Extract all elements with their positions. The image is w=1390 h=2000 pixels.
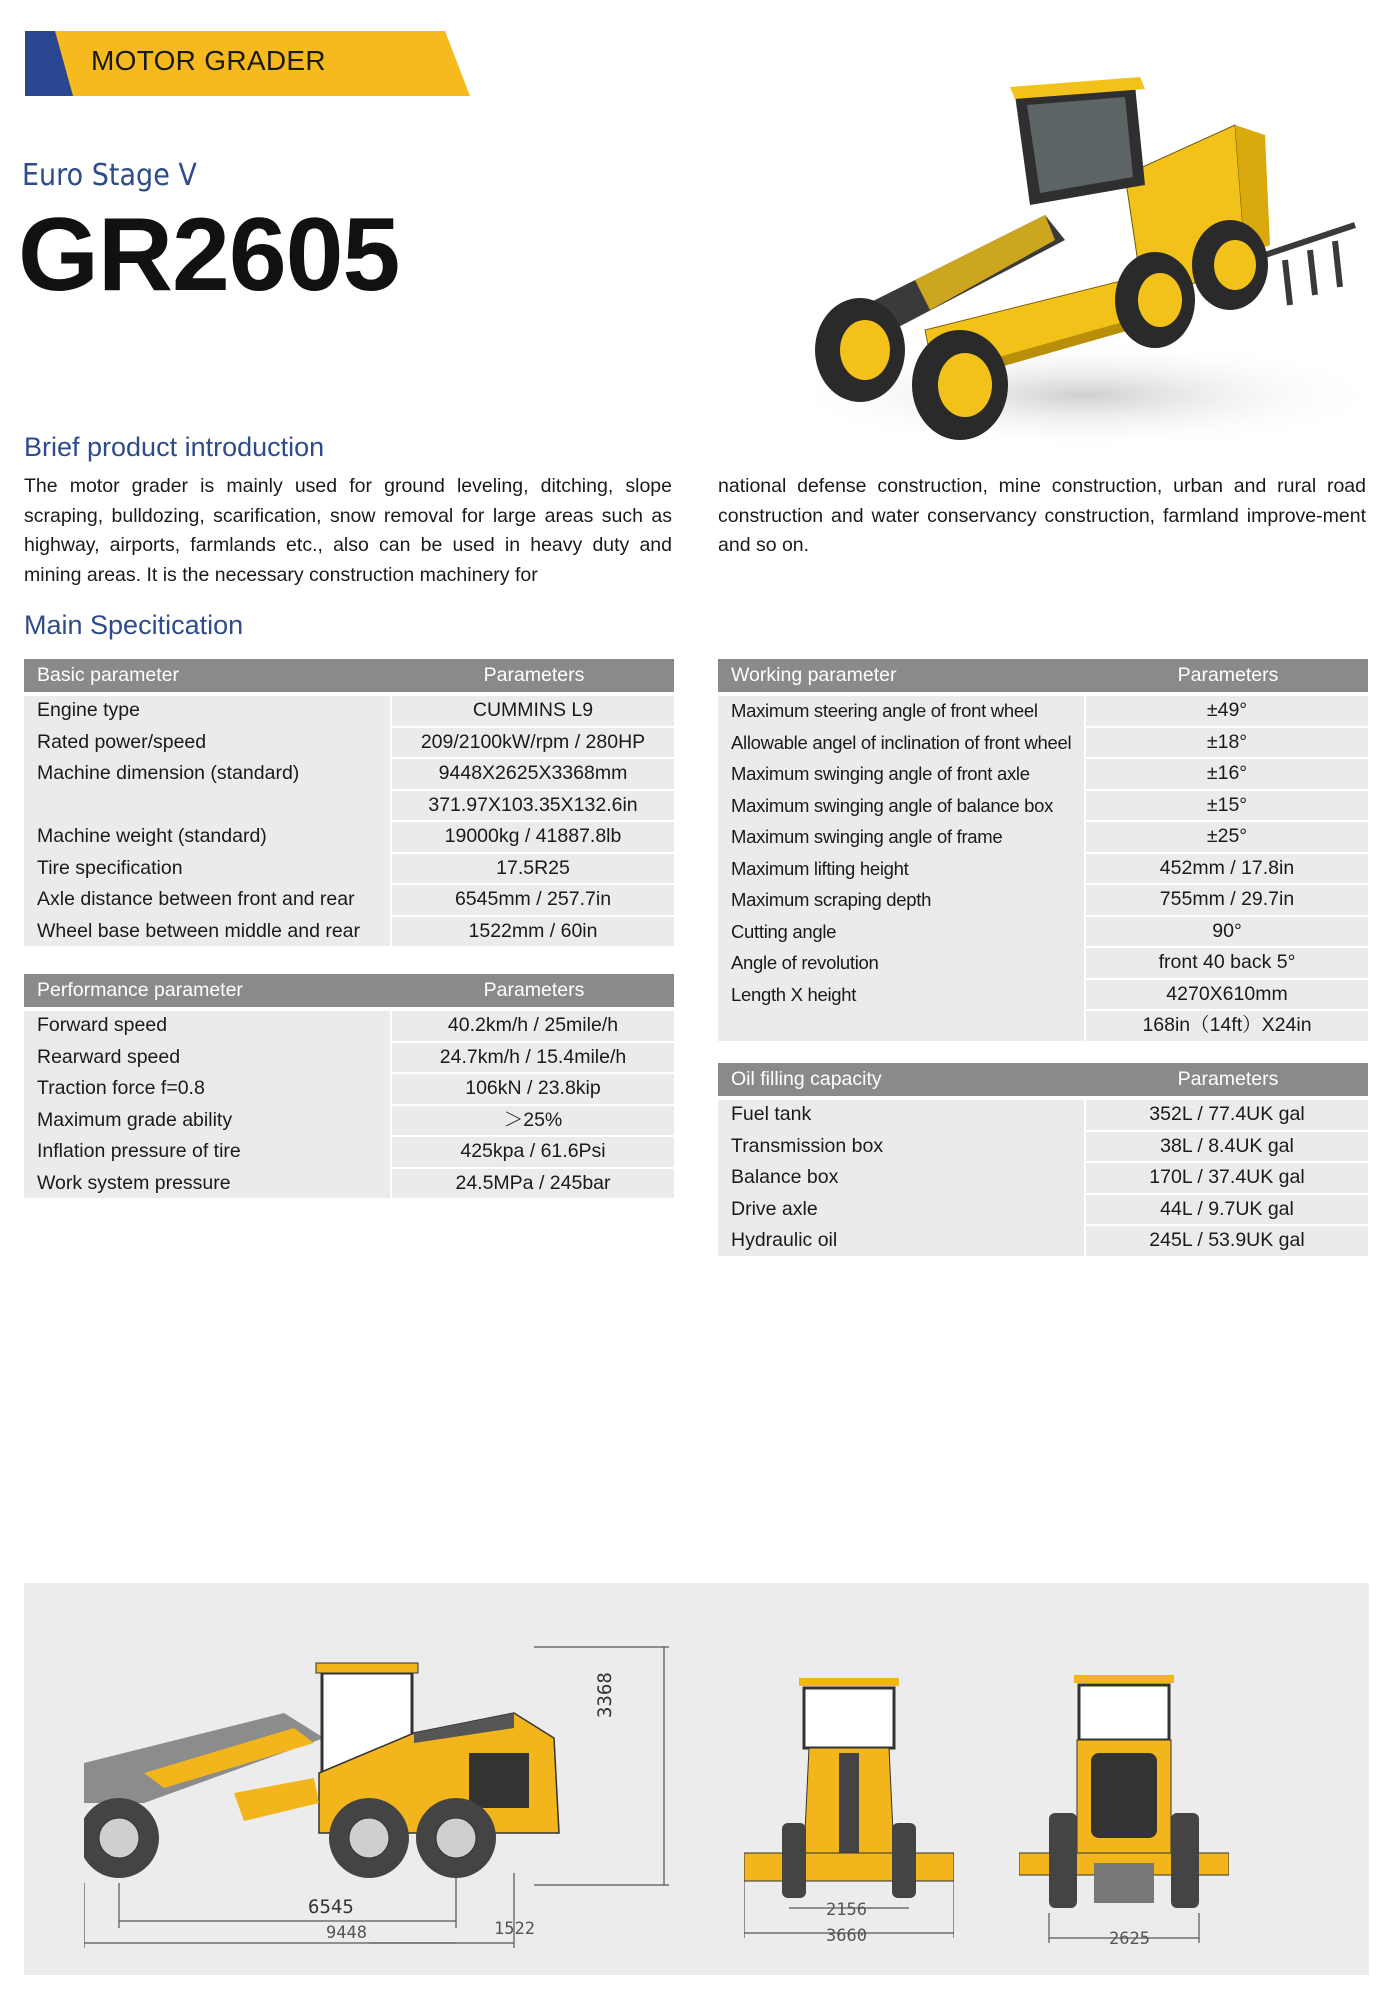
param-name: Maximum steering angle of front wheel xyxy=(718,696,1086,728)
table-body xyxy=(24,1011,674,1198)
param-name: Maximum lifting height xyxy=(718,854,1086,886)
table-row xyxy=(718,759,1368,791)
param-values xyxy=(1086,696,1368,728)
header-value: Parameters xyxy=(483,979,585,1001)
param-name: Drive axle xyxy=(718,1195,1086,1227)
intro-text-left: The motor grader is mainly used for ground leveling, ditching, slope scraping, bulldozing, scarification, snow removal for large areas such as highway, airports, farmlands etc., also can be used in heavy duty and mining areas. It is the necessary construction machinery for xyxy=(24,475,672,586)
param-values xyxy=(1086,822,1368,854)
param-value: 1522mm / 60in xyxy=(468,919,598,942)
param-name: Wheel base between middle and rear xyxy=(24,917,392,947)
table-header xyxy=(718,1063,1368,1096)
table-row xyxy=(24,759,674,822)
header-value: Parameters xyxy=(483,664,585,686)
param-value: 4270X610mm xyxy=(1086,980,1368,1012)
param-values xyxy=(1086,1132,1368,1164)
param-values xyxy=(392,1043,674,1075)
main-specification-title: Main Specitication xyxy=(24,610,244,640)
param-value: 245L / 53.9UK gal xyxy=(1149,1229,1305,1251)
param-value: 17.5R25 xyxy=(392,854,674,886)
param-values xyxy=(392,728,674,760)
param-values xyxy=(1086,885,1368,917)
table-body xyxy=(718,1100,1368,1256)
param-name: Work system pressure xyxy=(24,1169,392,1199)
param-values xyxy=(1086,948,1368,980)
param-values xyxy=(392,1137,674,1169)
header-label: Oil filling capacity xyxy=(731,1068,882,1090)
table-row xyxy=(718,1195,1368,1227)
table-row xyxy=(24,1043,674,1075)
param-name: Cutting angle xyxy=(718,917,1086,949)
param-values xyxy=(1086,980,1368,1041)
dim-front-track: 2156 xyxy=(826,1900,867,1920)
param-values xyxy=(1086,759,1368,791)
param-name: Allowable angel of inclination of front wheel xyxy=(718,728,1086,760)
table-row xyxy=(718,854,1368,886)
param-name: Fuel tank xyxy=(718,1100,1086,1132)
table-row xyxy=(24,1169,674,1199)
param-name: Rearward speed xyxy=(24,1043,392,1075)
rear-view-drawing xyxy=(1019,1663,1229,1953)
header-value: Parameters xyxy=(1177,1068,1279,1090)
param-values xyxy=(392,917,674,947)
param-name: Traction force f=0.8 xyxy=(24,1074,392,1106)
motor-grader-photo xyxy=(765,65,1377,455)
param-values xyxy=(392,822,674,854)
param-values xyxy=(392,1074,674,1106)
param-values xyxy=(1086,1100,1368,1132)
brief-introduction-title: Brief product introduction xyxy=(24,432,325,462)
param-name: Maximum swinging angle of frame xyxy=(718,822,1086,854)
param-name: Forward speed xyxy=(24,1011,392,1043)
param-values xyxy=(392,885,674,917)
table-row xyxy=(718,822,1368,854)
param-value: ±16° xyxy=(1086,759,1368,791)
table-row xyxy=(718,917,1368,949)
table-row xyxy=(24,696,674,728)
param-values xyxy=(392,1106,674,1138)
table-row xyxy=(24,854,674,886)
param-name: Machine dimension (standard) xyxy=(24,759,392,822)
param-value: 452mm / 17.8in xyxy=(1086,854,1368,886)
param-name: Engine type xyxy=(24,696,392,728)
param-value: ＞25% xyxy=(392,1106,674,1138)
param-values xyxy=(392,1011,674,1043)
header-value: Parameters xyxy=(1177,664,1279,686)
param-value: ±18° xyxy=(1086,728,1368,760)
table-row xyxy=(718,696,1368,728)
table-row xyxy=(718,1132,1368,1164)
table-row xyxy=(24,728,674,760)
param-name: Rated power/speed xyxy=(24,728,392,760)
param-name: Maximum scraping depth xyxy=(718,885,1086,917)
param-value: 90° xyxy=(1086,917,1368,949)
param-name: Angle of revolution xyxy=(718,948,1086,980)
table-row xyxy=(718,1100,1368,1132)
dim-height: 3368 xyxy=(594,1672,616,1718)
param-values xyxy=(392,696,674,728)
param-name: Maximum swinging angle of front axle xyxy=(718,759,1086,791)
dim-wheelbase: 1522 xyxy=(494,1919,535,1939)
intro-text-right: national defense construction, mine construction, urban and rural road construction and water conservancy construction, farmland improve-ment and so on. xyxy=(718,475,1366,556)
param-value: 6545mm / 257.7in xyxy=(392,885,674,917)
param-values xyxy=(392,854,674,886)
table-row xyxy=(24,1106,674,1138)
header-label: Performance parameter xyxy=(37,979,243,1001)
param-value: ±15° xyxy=(1086,791,1368,823)
param-value: 9448X2625X3368mm xyxy=(392,759,674,791)
param-value: 106kN / 23.8kip xyxy=(392,1074,674,1106)
table-row xyxy=(718,885,1368,917)
param-value: 24.5MPa / 245bar xyxy=(455,1171,611,1194)
performance-parameter-table xyxy=(24,974,674,1198)
param-value: 755mm / 29.7in xyxy=(1086,885,1368,917)
table-row xyxy=(24,1137,674,1169)
dim-rear-width: 2625 xyxy=(1109,1929,1150,1949)
param-value: 44L / 9.7UK gal xyxy=(1086,1195,1368,1227)
param-name: Machine weight (standard) xyxy=(24,822,392,854)
table-row xyxy=(24,885,674,917)
param-value: ±49° xyxy=(1086,696,1368,728)
param-values xyxy=(1086,1163,1368,1195)
param-name: Length X height xyxy=(718,980,1086,1041)
oil-filling-capacity-table xyxy=(718,1063,1368,1256)
header-label: Basic parameter xyxy=(37,664,179,686)
table-body xyxy=(718,696,1368,1041)
working-parameter-table xyxy=(718,659,1368,1041)
dim-axle-distance: 6545 xyxy=(308,1896,354,1918)
param-values xyxy=(392,1169,674,1199)
dim-overall-length: 9448 xyxy=(326,1923,367,1943)
param-value: 24.7km/h / 15.4mile/h xyxy=(392,1043,674,1075)
param-value: 209/2100kW/rpm / 280HP xyxy=(392,728,674,760)
dimension-drawings-panel xyxy=(24,1583,1369,1975)
param-value: 38L / 8.4UK gal xyxy=(1086,1132,1368,1164)
param-values xyxy=(1086,917,1368,949)
param-value: 19000kg / 41887.8lb xyxy=(392,822,674,854)
param-value: 425kpa / 61.6Psi xyxy=(392,1137,674,1169)
model-name: GR2605 xyxy=(18,197,400,313)
param-value: 168in（14ft）X24in xyxy=(1142,1014,1312,1036)
table-row xyxy=(718,1226,1368,1256)
table-header xyxy=(24,659,674,692)
table-row xyxy=(718,728,1368,760)
table-row xyxy=(24,1011,674,1043)
table-body xyxy=(24,696,674,946)
param-value: 170L / 37.4UK gal xyxy=(1086,1163,1368,1195)
table-row xyxy=(718,791,1368,823)
category-banner xyxy=(25,31,470,96)
table-row xyxy=(24,917,674,947)
table-row xyxy=(718,948,1368,980)
param-values xyxy=(1086,791,1368,823)
param-name: Axle distance between front and rear xyxy=(24,885,392,917)
dim-blade-width: 3660 xyxy=(826,1926,867,1946)
table-header xyxy=(24,974,674,1007)
emission-standard: Euro Stage V xyxy=(22,158,197,193)
param-value: CUMMINS L9 xyxy=(392,696,674,728)
category-label: MOTOR GRADER xyxy=(91,45,326,76)
param-name: Balance box xyxy=(718,1163,1086,1195)
param-name: Inflation pressure of tire xyxy=(24,1137,392,1169)
basic-parameter-table xyxy=(24,659,674,946)
table-row xyxy=(718,980,1368,1041)
param-value: front 40 back 5° xyxy=(1086,948,1368,980)
param-name: Hydraulic oil xyxy=(718,1226,1086,1256)
param-name: Transmission box xyxy=(718,1132,1086,1164)
param-value: 371.97X103.35X132.6in xyxy=(392,791,674,823)
param-value: ±25° xyxy=(1086,822,1368,854)
table-row xyxy=(24,1074,674,1106)
param-value: 352L / 77.4UK gal xyxy=(1086,1100,1368,1132)
param-values xyxy=(1086,1195,1368,1227)
header-label: Working parameter xyxy=(731,664,897,686)
param-values xyxy=(1086,1226,1368,1256)
param-values xyxy=(1086,728,1368,760)
table-row xyxy=(24,822,674,854)
table-row xyxy=(718,1163,1368,1195)
param-value: 40.2km/h / 25mile/h xyxy=(392,1011,674,1043)
table-header xyxy=(718,659,1368,692)
param-values xyxy=(392,759,674,822)
param-name: Maximum grade ability xyxy=(24,1106,392,1138)
param-name: Tire specification xyxy=(24,854,392,886)
param-name: Maximum swinging angle of balance box xyxy=(718,791,1086,823)
param-values xyxy=(1086,854,1368,886)
